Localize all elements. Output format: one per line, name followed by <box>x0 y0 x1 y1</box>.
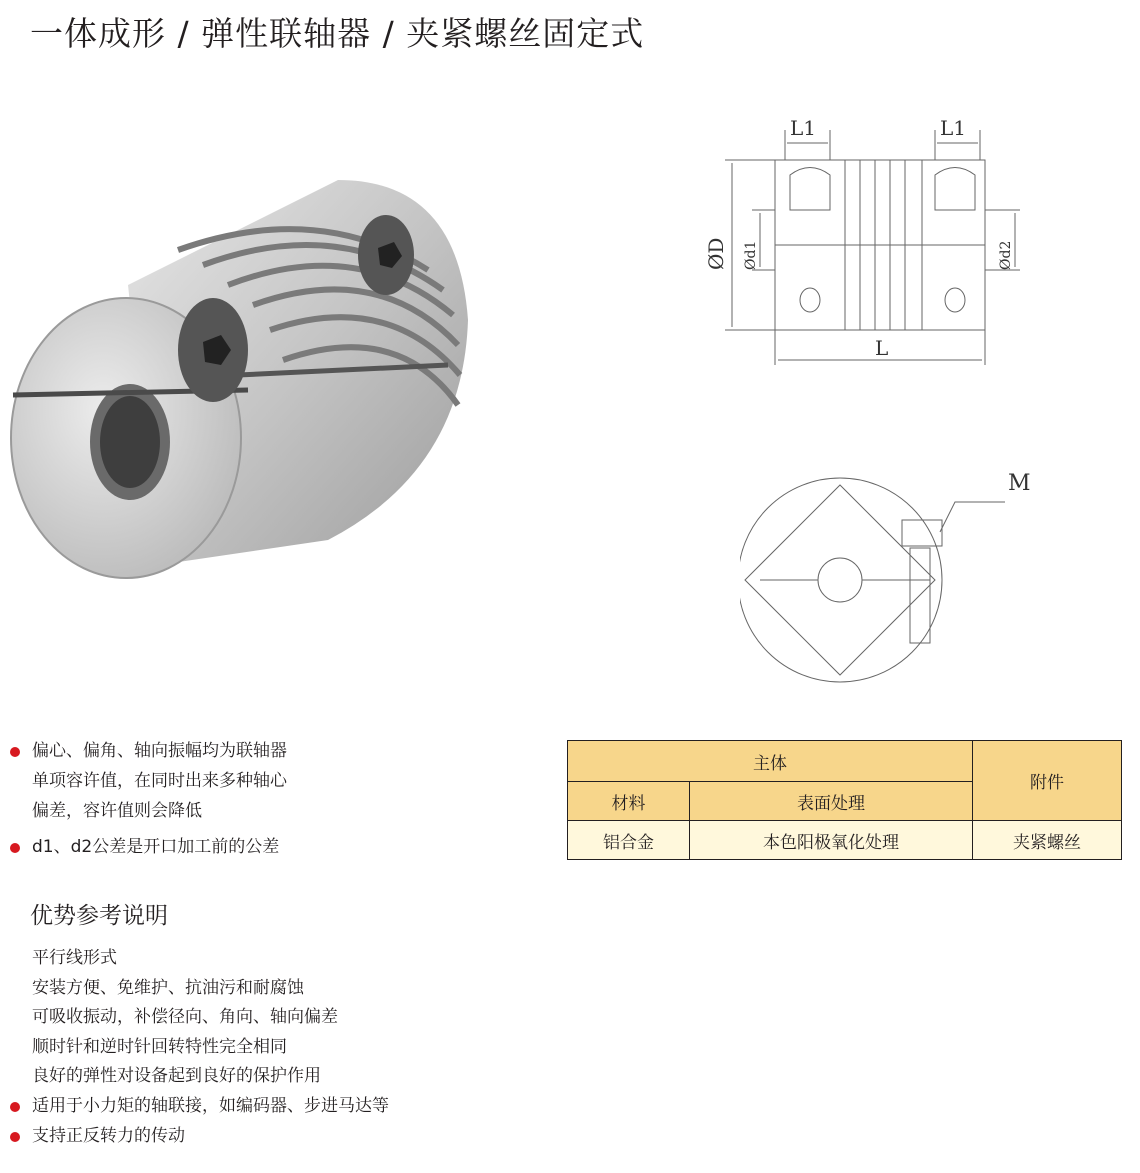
list-item: 支持正反转力的传动 <box>8 1122 568 1152</box>
bullet-dot-icon <box>10 1102 20 1112</box>
bullet-dot-icon <box>10 843 20 853</box>
main-header: 主体 <box>568 741 973 782</box>
label-d2: Ød2 <box>998 240 1014 270</box>
list-item: 良好的弹性对设备起到良好的保护作用 <box>32 1066 321 1087</box>
label-l1-right: L1 <box>940 116 967 140</box>
accessory-value: 夹紧螺丝 <box>973 821 1122 860</box>
label-screw-m: M <box>1008 471 1031 496</box>
material-value: 铝合金 <box>568 821 690 860</box>
end-view-drawing <box>740 460 1060 700</box>
list-item: 顺时针和逆时针回转特性完全相同 <box>32 1036 287 1057</box>
page-title: 一体成形 / 弹性联轴器 / 夹紧螺丝固定式 <box>30 14 645 53</box>
side-view-drawing <box>690 105 1030 385</box>
material-header: 材料 <box>568 782 690 821</box>
surface-value: 本色阳极氧化处理 <box>690 821 973 860</box>
list-item: 平行线形式 <box>32 948 117 968</box>
bullet-dot-icon <box>10 1132 20 1142</box>
label-diameter-d: ØD <box>704 237 728 270</box>
list-item: 适用于小力矩的轴联接，如编码器、步进马达等 <box>8 1092 568 1122</box>
list-item: 安装方便、免维护、抗油污和耐腐蚀 <box>32 977 304 998</box>
label-length: L <box>875 336 889 360</box>
label-l1-left: L1 <box>790 116 817 140</box>
feature-list <box>8 736 528 868</box>
feature-item: d1、d2公差是开口加工前的公差 <box>8 832 528 862</box>
spec-table <box>567 740 1122 860</box>
advantages-list <box>8 944 568 1151</box>
advantages-title: 优势参考说明 <box>30 903 168 929</box>
accessory-header: 附件 <box>973 741 1122 821</box>
bullet-dot-icon <box>10 747 20 757</box>
surface-header: 表面处理 <box>690 782 973 821</box>
label-d1: Ød1 <box>743 240 759 270</box>
coupling-photo <box>8 170 478 580</box>
feature-item: 偏心、偏角、轴向振幅均为联轴器 单项容许值，在同时出来多种轴心 偏差，容许值则会降低 <box>8 736 528 826</box>
list-item: 可吸收振动，补偿径向、角向、轴向偏差 <box>32 1007 338 1028</box>
